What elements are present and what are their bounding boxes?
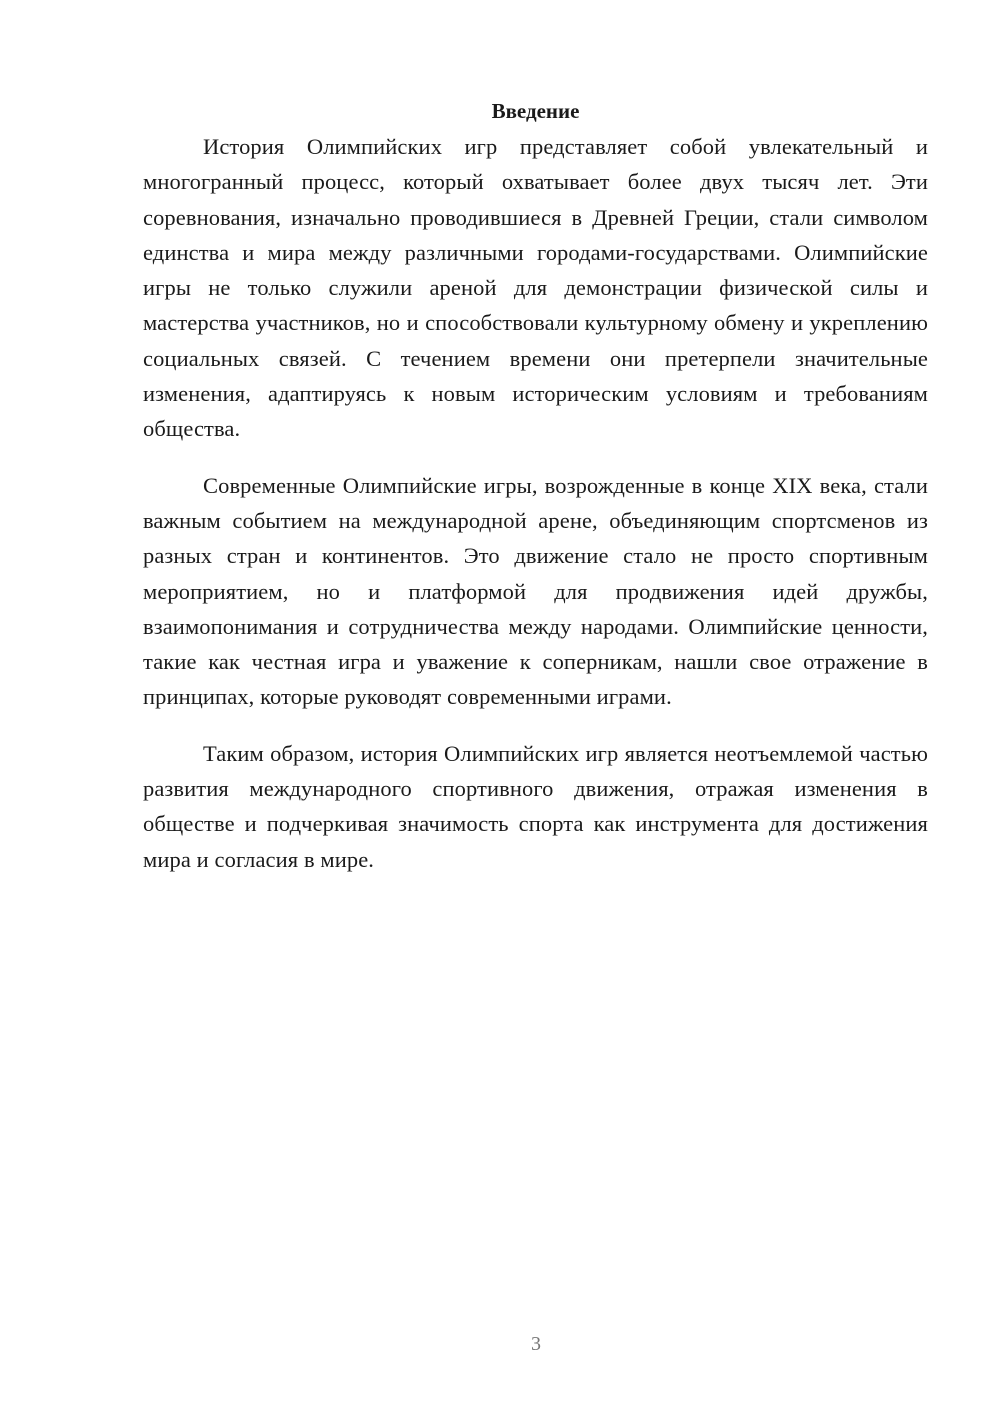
section-heading: Введение — [491, 99, 580, 123]
paragraph-1: История Олимпийских игр представляет собой увлекательный и многогранный процесс, который охватывает более двух тысяч лет. Эти соревнования, изначально проводившиеся в Древней Греции, стали символом единства и мира между различными городами-государствами. Олимпийские игры не только служили ареной для демонстрации физической силы и мастерства участников, но и способствовали культурному обмену и укреплению социальных связей. С течением времени они претерпели значительные изменения, адаптируясь к новым историческим условиям и требованиям общества. — [143, 134, 928, 442]
page-number: 3 — [531, 1333, 541, 1355]
page-content — [143, 96, 928, 898]
paragraph-3: Таким образом, история Олимпийских игр является неотъемлемой частью развития международного спортивного движения, отражая изменения в обществе и подчеркивая значимость спорта как инструмента для достижения мира и согласия в мире. — [143, 740, 928, 872]
paragraph-2: Современные Олимпийские игры, возрожденные в конце XIX века, стали важным событием на международной арене, объединяющим спортсменов из разных стран и континентов. Это движение стало не просто спортивным мероприятием, но и платформой для продвижения идей дружбы, взаимопонимания и сотрудничества между народами. Олимпийские ценности, такие как честная игра и уважение к соперникам, нашли свое отражение в принципах, которые руководят современными играми. — [143, 472, 928, 710]
